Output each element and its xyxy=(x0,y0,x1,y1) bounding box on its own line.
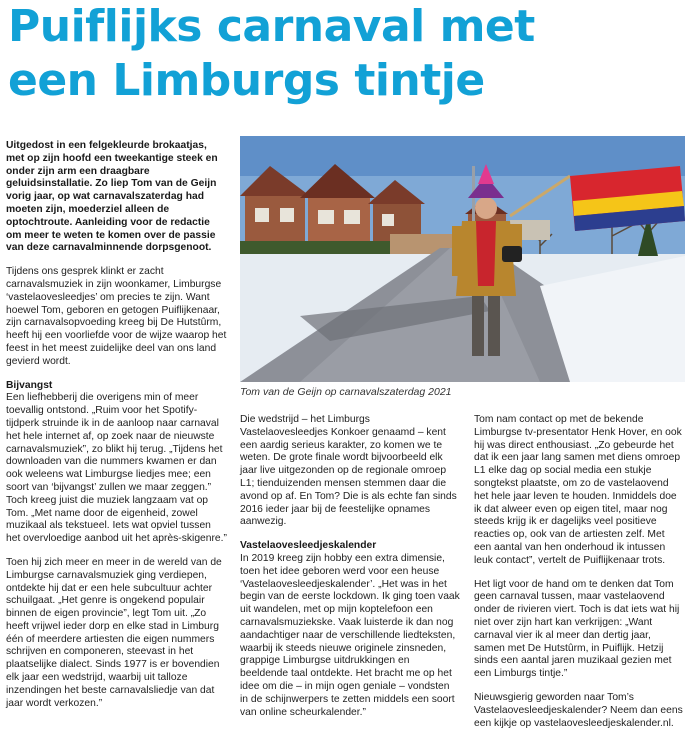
paragraph: In 2019 kreeg zijn hobby een extra dimensie, toen het idee geboren werd voor een heuse ‘Vastelaovesleedjeskalender’. „Het was in het begin van de eerste lockdown. Ik ging toen vaak uit wandelen, met op mijn koptelefoon een carnavalsmuziekske. Vaak luisterde ik dan nog aandachtiger naar de verschillende liedteksten, waarbij ik steeds nieuwe originele zinsneden, grappige Limburgse uitdrukkingen en beeldende taal ontdekte. Het bracht me op het idee om die – in mijn ogen geniale – vondsten in de schijnwerpers te zetten middels een soort van online scheurkalender.” xyxy=(240,552,460,718)
headline-line-1: Puiflijks carnaval met xyxy=(8,1,535,52)
paragraph: Die wedstrijd – het Limburgs Vastelaovesleedjes Konkoer genaamd – kent een aardig serieus karakter, zo komen we te weten. De grote finale wordt bijvoorbeeld elk jaar live uitgezonden op de regionale omroep L1; tienduizenden mensen stemmen daar die avond op af. En Tom? Die is als echte fan sinds 2016 ieder jaar bij de feestelijke opnames aanwezig. xyxy=(240,414,457,528)
headline xyxy=(8,0,688,108)
paragraph: Tijdens ons gesprek klinkt er zacht carnavalsmuziek in zijn woonkamer, Limburgse ‘vastelaovesleedjes’ om precies te zijn. Want hoewel Tom, geboren en getogen Puiflijkenaar, zijn carnavalsopvoeding kreeg bij De Hutstûrm, heeft hij een voorliefde voor de wijze waarop het feest in het meest zuidelijke deel van ons land gevierd wordt. xyxy=(6,266,227,367)
subheading-vastelaovesleedjeskalender: Vastelaovesleedjeskalender xyxy=(240,540,377,552)
column-1 xyxy=(6,140,228,721)
photo-caption: Tom van de Geijn op carnavalszaterdag 2021 xyxy=(240,386,452,398)
paragraph: Het ligt voor de hand om te denken dat Tom geen carnaval tussen, maar vastelaovend onder de rivieren viert. Toch is dat iets wat hij niet over zijn hart kan verkrijgen: „Want carnaval vier ik al meer dan dertig jaar, samen met De Hutstûrm, in Puiflijk. Hetzij sinds een aantal jaren muzikaal gezien met een Limburgs tintje.” xyxy=(474,578,680,680)
intro-paragraph: Uitgedost in een felgekleurde brokaatjas, met op zijn hoofd een tweekantige steek en onder zijn arm een draagbare geluidsinstallatie. Zo liep Tom van de Geijn vorig jaar, op wat carnavalszaterdag had moeten zijn, moederziel alleen de optochtroute. Aanleiding voor de redactie om meer te weten te komen over de passie van deze carnavalminnende dorpsgenoot. xyxy=(6,140,218,254)
paragraph: Toen hij zich meer en meer in de wereld van de Limburgse carnavalsmuziek ging verdiepen, ontdekte hij dat er een hele subcultuur achter schuilgaat. „Het genre is ongekend populair binnen de eigen provincie”, legt Tom uit. „Zo heeft vrijwel ieder dorp en elke stad in Limburg één of meerdere artiesten die eigen nummers schrijven en componeren, steevast in het plaatselijke dialect. Sinds 1977 is er bovendien elk jaar een wedstrijd, waarbij uit talloze inzendingen het beste carnavalsliedje van dat jaar wordt verkozen.” xyxy=(6,556,222,709)
headline-line-2: een Limburgs tintje xyxy=(8,55,485,106)
paragraph: Een liefhebberij die overigens min of meer toevallig ontstond. „Ruim voor het Spotify-tijdperk struinde ik in de aanloop naar carnaval het hele internet af, op zoek naar de nieuwste carnavalsmuziek”, zo blikt hij terug. „Tijdens het downloaden van die nummers kwamen er dan ook weleens wat Limburgse liedjes mee; een soort van ‘bijvangst’ zullen we maar zeggen.” Toch kreeg juist die muziek langzaam vat op Tom. „Met name door de eigenheid, zowel muzikaal als tekstueel. Iets wat opviel tussen het overvloedige aanbod uit het après-skigenre.” xyxy=(6,392,227,545)
column-3 xyxy=(474,414,684,741)
paragraph: Nieuwsgierig geworden naar Tom’s Vastelaovesleedjeskalender? Neem dan eens een kijkje op vastelaovesleedjeskalender.nl. xyxy=(474,691,683,729)
column-2 xyxy=(240,414,460,730)
street-scene-illustration xyxy=(240,136,685,382)
paragraph: Tom nam contact op met de bekende Limburgse tv-presentator Henk Hover, en ook hij was direct enthousiast. „Zo gebeurde het dat ik een jaar lang samen met diens omroep L1 elke dag op social media een stukje songtekst plaatste, om zo de vastelaovend het hele jaar leven te houden. Inmiddels doe ik dat alweer even op eigen titel, maar nog steeds krijg ik er dagelijks veel positieve reacties op, ook van de artiesten zelf. Met een aantal van hen onderhoud ik intussen leuk contact”, vertelt de Puiflijkenaar trots. xyxy=(474,414,682,566)
subheading-bijvangst: Bijvangst xyxy=(6,379,53,391)
article-photo xyxy=(240,136,685,382)
